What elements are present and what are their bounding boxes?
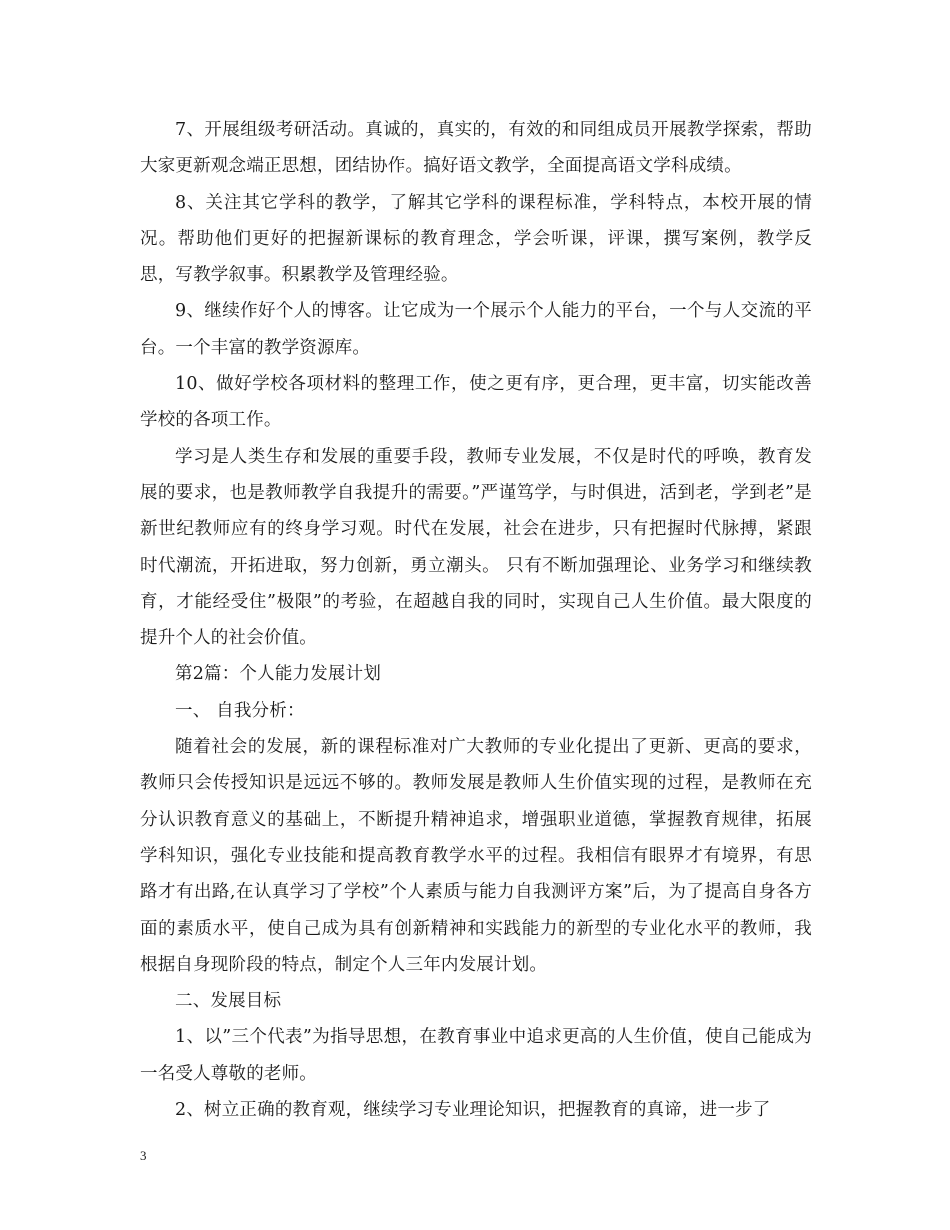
subheading-self-analysis: 一、 自我分析：: [175, 700, 305, 721]
paragraph-self-analysis: 随着社会的发展，新的课程标准对广大教师的专业化提出了更新、更高的要求，教师只会传授知识是远远不够的。教师发展是教师人生价值实现的过程，是教师在充分认识教育意义的基础上，不断提升精神追求，增强职业道德，掌握教育规律，拓展学科知识，强化专业技能和提高教育教学水平的过程。我相信有眼界才有境界，有思路才有出路,在认真学习了学校”个人素质与能力自我测评方案”后，为了提高自身各方面的素质水平，使自己成为具有创新精神和实践能力的新型的专业化水平的教师，我根据自身现阶段的特点，制定个人三年内发展计划。: [140, 737, 812, 975]
paragraph-goal-1: 1、以”三个代表”为指导思想，在教育事业中追求更高的人生价值，使自己能成为一名受人尊敬的老师。: [140, 1027, 812, 1084]
section-heading-chapter-2: 第2篇：个人能力发展计划: [175, 664, 382, 685]
page-number: 3: [140, 1148, 147, 1163]
subheading-development-goals: 二、发展目标: [175, 991, 282, 1012]
paragraph-lifelong-learning: 学习是人类生存和发展的重要手段，教师专业发展，不仅是时代的呼唤，教育发展的要求，也是教师教学自我提升的需要。”严谨笃学，与时俱进，活到老，学到老”是新世纪教师应有的终身学习观。时代在发展，社会在进步，只有把握时代脉搏，紧跟时代潮流，开拓进取，努力创新，勇立潮头。 只有不断加强理论、业务学习和继续教育，才能经受住”极限”的考验，在超越自我的同时，实现自己人生价值。最大限度的提升个人的社会价值。: [140, 446, 812, 649]
paragraph-item-8: 8、关注其它学科的教学，了解其它学科的课程标准，学科特点，本校开展的情况。帮助他们更好的把握新课标的教育理念，学会听课，评课，撰写案例，教学反思，写教学叙事。积累教学及管理经验。: [140, 192, 812, 286]
paragraph-item-7: 7、开展组级考研活动。真诚的，真实的，有效的和同组成员开展教学探索，帮助大家更新观念端正思想，团结协作。搞好语文教学，全面提高语文学科成绩。: [140, 120, 812, 177]
paragraph-item-9: 9、继续作好个人的博客。让它成为一个展示个人能力的平台，一个与人交流的平台。一个丰富的教学资源库。: [140, 301, 812, 358]
paragraph-item-10: 10、做好学校各项材料的整理工作，使之更有序，更合理，更丰富，切实能改善学校的各项工作。: [140, 374, 812, 431]
paragraph-goal-2: 2、树立正确的教育观，继续学习专业理论知识，把握教育的真谛，进一步了: [175, 1100, 771, 1121]
document-body: [140, 112, 812, 1128]
